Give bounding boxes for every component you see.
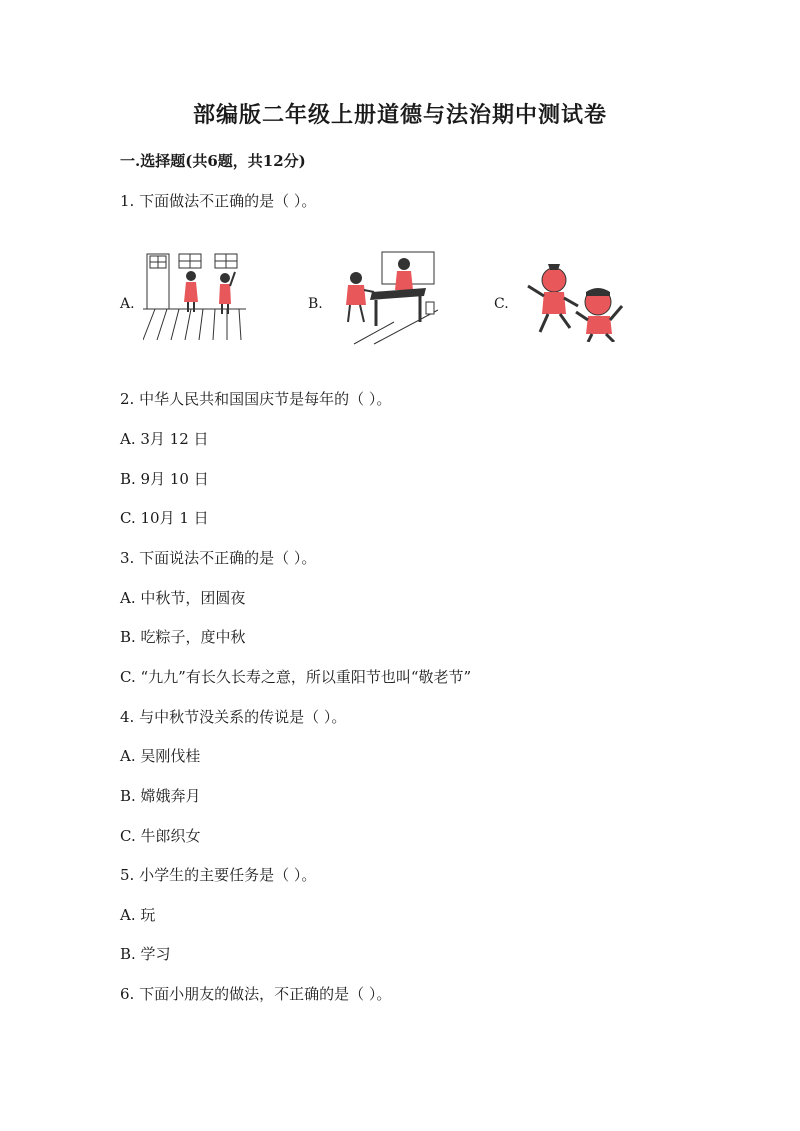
question-6-stem: 6. 下面小朋友的做法，不正确的是（ ）。 [120,985,392,1003]
q2-option-a: A. 3月 12 日 [120,430,209,448]
question-1-stem: 1. 下面做法不正确的是（ ）。 [120,192,317,210]
question-4-stem: 4. 与中秋节没关系的传说是（ ）。 [120,708,347,726]
q1-option-c-label: C. [494,296,509,312]
q1-option-a-image [143,252,246,342]
q3-option-b: B. 吃粽子，度中秋 [120,628,246,646]
q3-option-a: A. 中秋节，团圆夜 [120,589,246,607]
q5-option-a: A. 玩 [120,906,156,924]
q4-option-c: C. 牛郎织女 [120,827,201,845]
q3-option-c: C. “九九”有长久长寿之意，所以重阳节也叫“敬老节” [120,668,472,686]
question-2-stem: 2. 中华人民共和国国庆节是每年的（ ）。 [120,390,392,408]
q1-option-b-label: B. [308,296,323,312]
q2-option-c: C. 10月 1 日 [120,509,209,527]
q1-option-a-label: A. [120,296,135,312]
q4-option-a: A. 吴刚伐桂 [120,747,201,765]
q1-option-b-image [334,250,438,346]
question-5-stem: 5. 小学生的主要任务是（ ）。 [120,866,317,884]
page-title: 部编版二年级上册道德与法治期中测试卷 [192,102,607,128]
q1-option-c-image [518,262,630,342]
q5-option-b: B. 学习 [120,945,171,963]
q2-option-b: B. 9月 10 日 [120,470,209,488]
section-heading: 一.选择题(共6题，共12分) [120,152,306,170]
q4-option-b: B. 嫦娥奔月 [120,787,201,805]
question-3-stem: 3. 下面说法不正确的是（ ）。 [120,549,317,567]
